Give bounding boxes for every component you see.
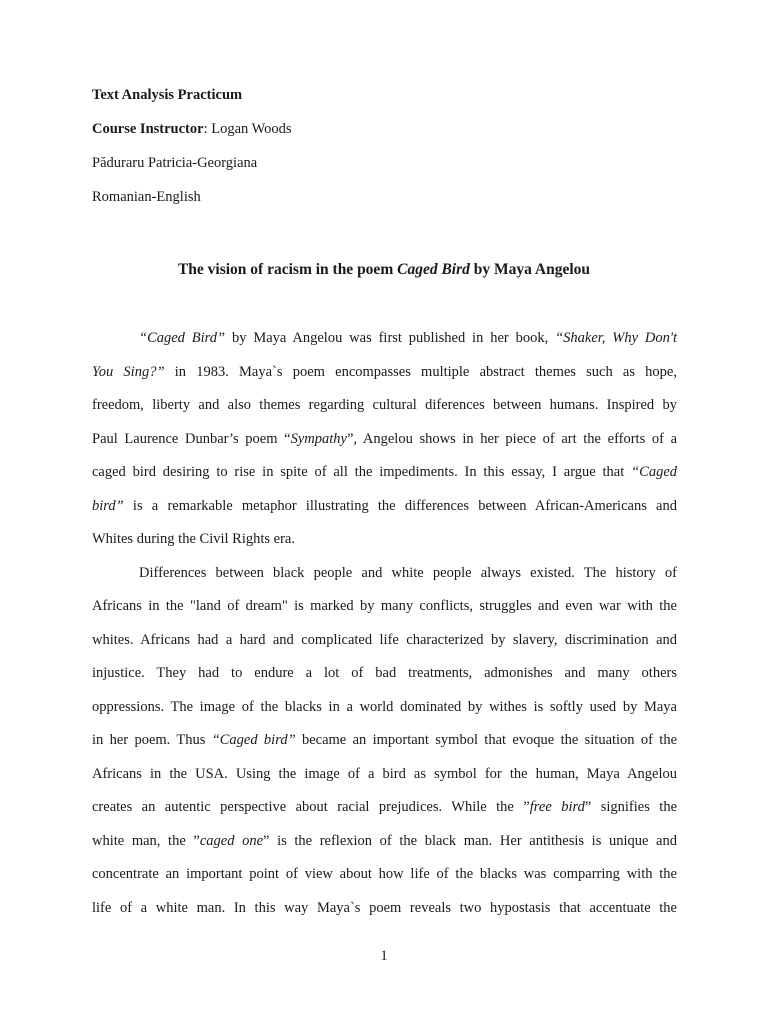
p2-line-5: oppressions. The image of the blacks in a world dominated by withes is softly used by Maya	[92, 698, 677, 715]
p2-line-2: Africans in the "land of dream" is marked by many conflicts, struggles and even war with the	[92, 598, 677, 614]
p1-line-2: You Sing?” in 1983. Maya`s poem encompasses multiple abstract themes such as hope,	[92, 363, 677, 380]
p2-line-1: Differences between black people and white people always existed. The history of	[139, 564, 677, 581]
title-suffix: by Maya Angelou	[469, 261, 591, 278]
title-prefix: The vision of racism in the poem	[177, 261, 398, 278]
document-header	[92, 85, 292, 221]
instructor-name: : Logan Woods	[203, 121, 292, 137]
p1-line-7: Whites during the Civil Rights era.	[92, 531, 295, 547]
p1-line-1: “Caged Bird” by Maya Angelou was first published in her book, “Shaker, Why Don't	[139, 330, 677, 346]
program-name: Romanian-English	[92, 189, 201, 205]
p1-line-5: caged bird desiring to rise in spite of all the impediments. In this essay, I argue that “Caged	[92, 464, 677, 480]
p1-line-6: bird” is a remarkable metaphor illustrating the differences between African-Americans and	[92, 497, 677, 514]
p1-line-4: Paul Laurence Dunbar’s poem “Sympathy”, Angelou shows in her piece of art the efforts of a	[92, 430, 677, 447]
p2-line-3: whites. Africans had a hard and complicated life characterized by slavery, discrimination and	[92, 631, 677, 648]
instructor-line	[92, 119, 292, 153]
course-title: Text Analysis Practicum	[92, 87, 243, 103]
p1-line-3: freedom, liberty and also themes regarding cultural diferences between humans. Inspired by	[92, 397, 677, 413]
p2-line-4: injustice. They had to endure a lot of bad treatments, admonishes and many others	[92, 665, 677, 681]
p2-line-9: white man, the ”caged one” is the reflexion of the black man. Her antithesis is unique and	[92, 832, 677, 849]
title-work: Caged Bird	[397, 261, 470, 278]
p2-line-8: creates an autentic perspective about racial prejudices. While the ”free bird” signifies the	[92, 799, 678, 815]
p2-line-7: Africans in the USA. Using the image of a bird as symbol for the human, Maya Angelou	[92, 765, 677, 782]
student-name: Păduraru Patricia-Georgiana	[92, 155, 258, 171]
p2-line-10: concentrate an important point of view about how life of the blacks was comparring with the	[92, 866, 677, 882]
page-number: 1	[380, 948, 388, 964]
essay-title	[92, 258, 676, 282]
essay-body	[92, 327, 677, 930]
course-title-line	[92, 85, 292, 119]
p2-line-11: life of a white man. In this way Maya`s poem reveals two hypostasis that accentuate the	[92, 899, 677, 916]
instructor-label: Course Instructor	[92, 121, 204, 137]
p2-line-6: in her poem. Thus “Caged bird” became an important symbol that evoque the situation of the	[92, 732, 678, 748]
